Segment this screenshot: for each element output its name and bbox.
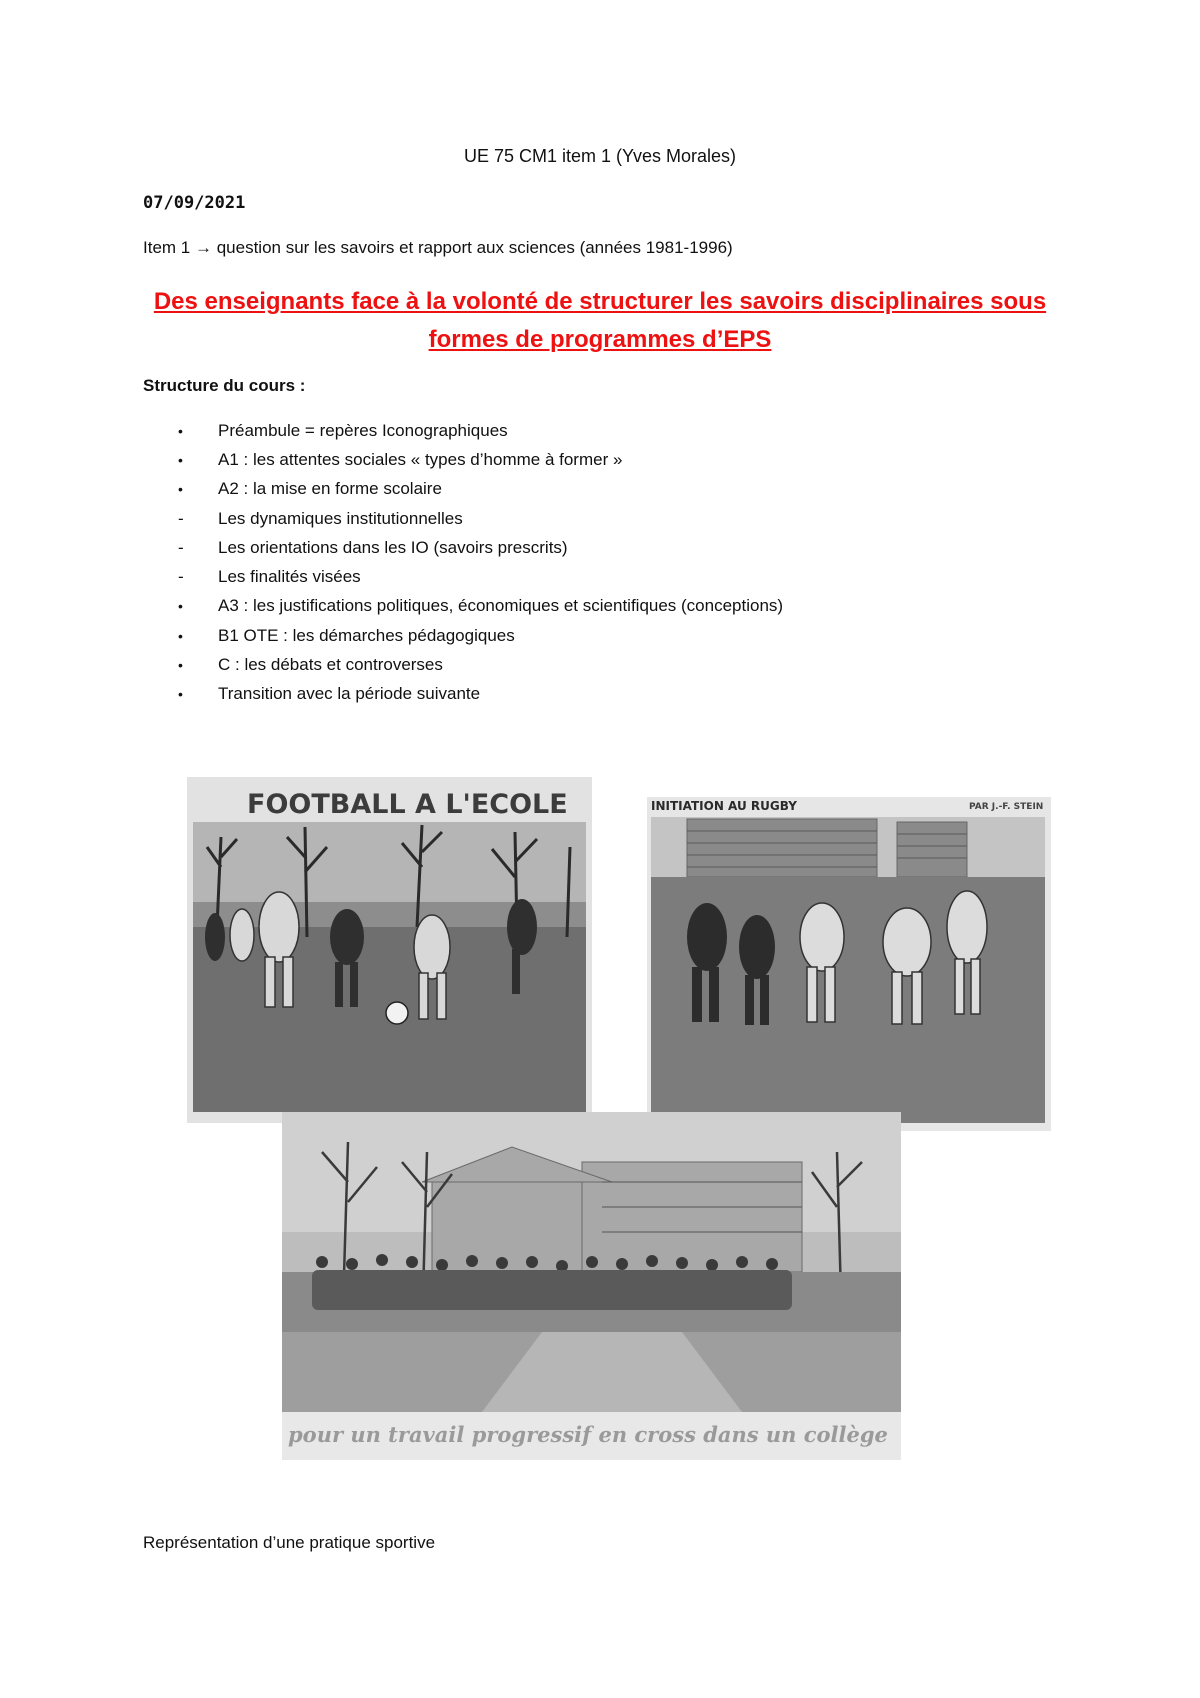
rugby-caption: INITIATION AU RUGBY bbox=[651, 799, 797, 813]
cross-country-photo bbox=[282, 1112, 901, 1460]
outline-item-text: Transition avec la période suivante bbox=[218, 684, 481, 704]
dash-icon: - bbox=[178, 537, 184, 557]
football-caption: FOOTBALL A L'ECOLE bbox=[247, 789, 568, 820]
outline-item-text: B1 OTE : les démarches pédagogiques bbox=[218, 625, 515, 645]
document-date: 07/09/2021 bbox=[143, 193, 246, 213]
outline-item bbox=[178, 592, 783, 621]
footer-text: Représentation d’une pratique sportive bbox=[143, 1533, 436, 1552]
cross-caption: pour un travail progressif en cross dans un collège bbox=[288, 1422, 888, 1447]
bullet-icon: • bbox=[178, 657, 183, 674]
rugby-credit: PAR J.-F. STEIN bbox=[969, 802, 1044, 812]
item-prefix: Item 1 bbox=[143, 238, 191, 257]
outline-item bbox=[178, 650, 783, 679]
item-line bbox=[143, 238, 733, 258]
outline-item bbox=[178, 680, 783, 709]
bullet-icon: • bbox=[178, 422, 183, 439]
outline-item bbox=[178, 416, 783, 445]
outline-item bbox=[178, 533, 783, 562]
outline-item-text: Les finalités visées bbox=[218, 567, 361, 587]
football-photo bbox=[187, 777, 592, 1123]
outline-item bbox=[178, 475, 783, 504]
outline-item-text: Les orientations dans les IO (savoirs prescrits) bbox=[218, 537, 568, 557]
rugby-photo bbox=[647, 797, 1051, 1131]
bullet-icon: • bbox=[178, 481, 183, 498]
bullet-icon: • bbox=[178, 686, 183, 703]
dash-icon: - bbox=[178, 567, 184, 587]
item-text: question sur les savoirs et rapport aux sciences (années 1981-1996) bbox=[216, 238, 733, 257]
bullet-icon: • bbox=[178, 598, 183, 615]
main-heading-line-2: formes de programmes d’EPS bbox=[428, 326, 772, 353]
outline-item-text: A1 : les attentes sociales « types d’homme à former » bbox=[218, 449, 623, 469]
dash-icon: - bbox=[178, 508, 184, 528]
outline-item-text: C : les débats et controverses bbox=[218, 655, 443, 675]
bullet-icon: • bbox=[178, 627, 183, 644]
outline-item-text: A3 : les justifications politiques, économiques et scientifiques (conceptions) bbox=[218, 596, 784, 616]
course-title: UE 75 CM1 item 1 (Yves Morales) bbox=[463, 146, 737, 166]
bullet-icon: • bbox=[178, 451, 183, 468]
outline-item-text: A2 : la mise en forme scolaire bbox=[218, 479, 442, 499]
outline-item bbox=[178, 621, 783, 650]
course-outline bbox=[178, 416, 783, 709]
outline-item-text: Les dynamiques institutionnelles bbox=[218, 508, 463, 528]
main-heading-line-1: Des enseignants face à la volonté de structurer les savoirs disciplinaires sous bbox=[153, 288, 1047, 315]
right-arrow-icon: → bbox=[194, 238, 212, 257]
outline-item bbox=[178, 562, 783, 591]
outline-item-text: Préambule = repères Iconographiques bbox=[218, 420, 508, 440]
main-heading bbox=[100, 283, 1100, 359]
outline-item bbox=[178, 445, 783, 474]
structure-label: Structure du cours : bbox=[143, 376, 306, 395]
outline-item bbox=[178, 504, 783, 533]
